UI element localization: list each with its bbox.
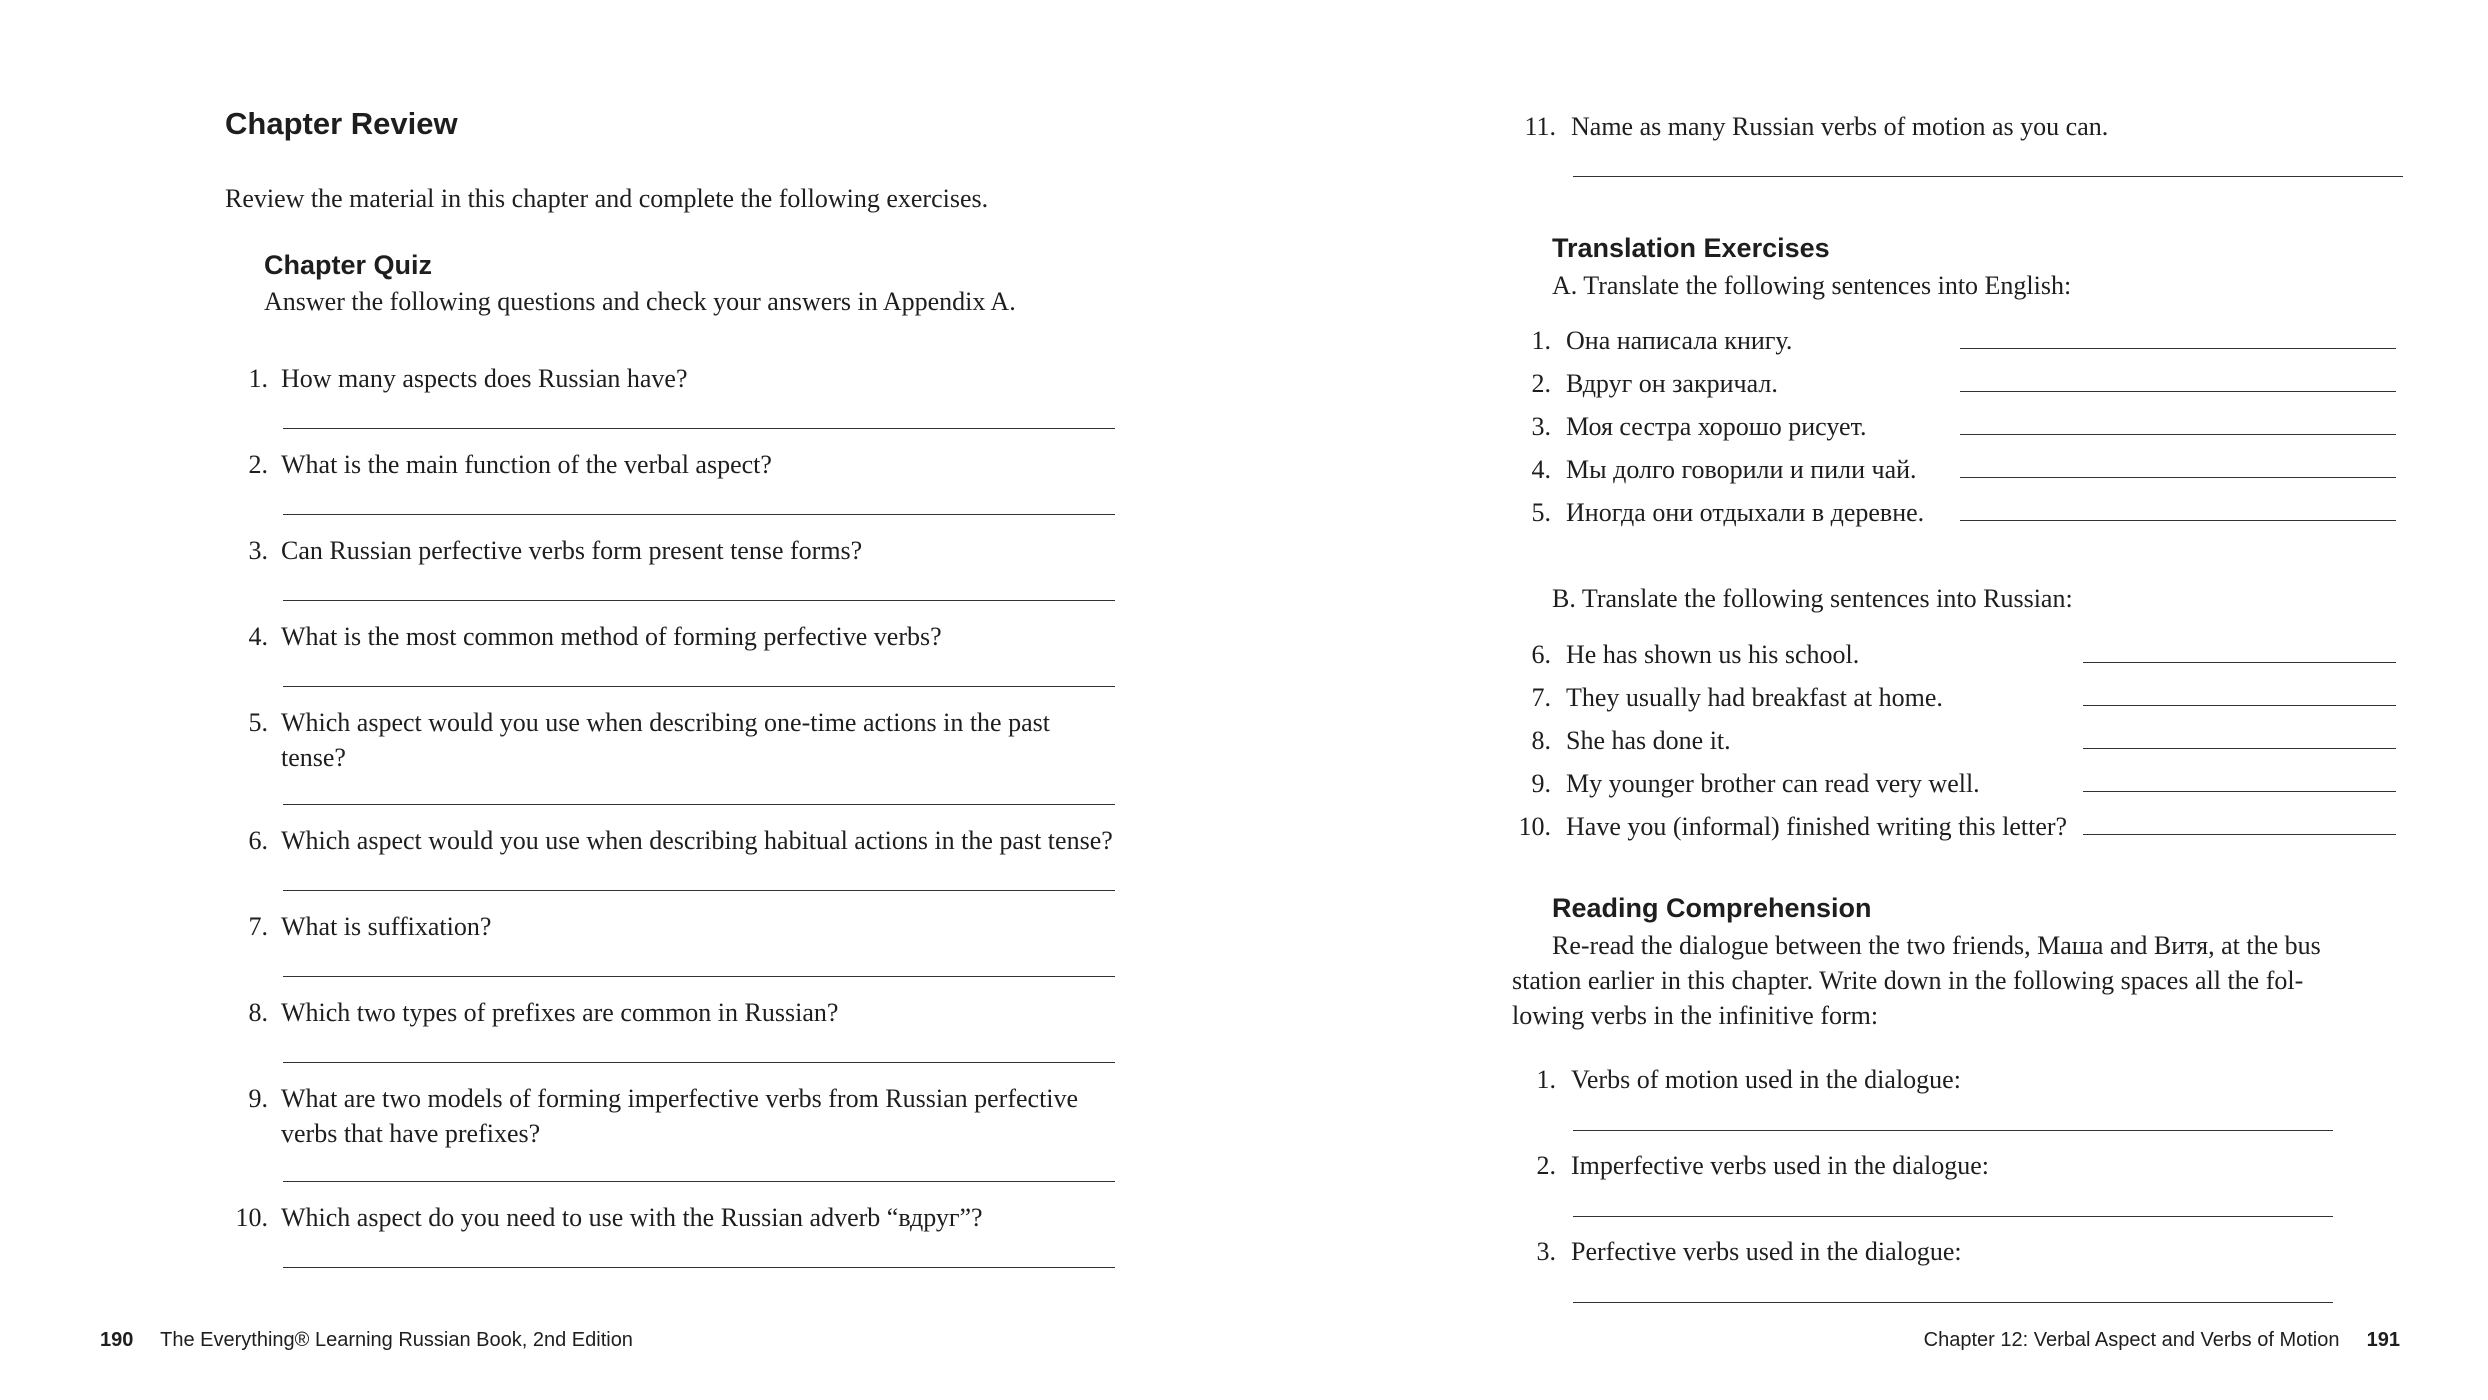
answer-line[interactable] <box>1573 1130 2333 1131</box>
right-page-footer <box>1924 1329 2400 1352</box>
question-number: 9. <box>248 1084 268 1113</box>
answer-line[interactable] <box>283 428 1115 429</box>
russian-sentence: Моя сестра хорошо рисует. <box>1566 412 1867 441</box>
answer-line[interactable] <box>283 890 1115 891</box>
item-number: 1. <box>1531 326 1551 355</box>
english-sentence: My younger brother can read very well. <box>1566 769 1980 798</box>
english-sentence: He has shown us his school. <box>1566 640 1860 669</box>
reading-paragraph-line-2: station earlier in this chapter. Write down in the following spaces all the fol- <box>1512 966 2304 995</box>
answer-line[interactable] <box>283 1267 1115 1268</box>
english-sentence: Have you (informal) finished writing this letter? <box>1566 812 2068 841</box>
question-text: How many aspects does Russian have? <box>281 364 688 393</box>
part-b-instruction: B. Translate the following sentences into Russian: <box>1552 584 2073 613</box>
question-number: 8. <box>248 998 268 1027</box>
russian-sentence: Иногда они отдыхали в деревне. <box>1566 498 1925 527</box>
russian-sentence: Она написала книгу. <box>1566 326 1793 355</box>
english-sentence: They usually had breakfast at home. <box>1566 683 1943 712</box>
answer-line[interactable] <box>2083 748 2396 749</box>
question-number: 6. <box>248 826 268 855</box>
answer-line[interactable] <box>2083 705 2396 706</box>
question-number: 3. <box>248 536 268 565</box>
item-number: 5. <box>1531 498 1551 527</box>
question-number: 5. <box>248 708 268 737</box>
item-number: 1. <box>1536 1065 1556 1094</box>
answer-line[interactable] <box>1573 1302 2333 1303</box>
translation-exercises-heading: Translation Exercises <box>1552 233 1830 263</box>
question-text-continued: verbs that have prefixes? <box>281 1119 541 1148</box>
answer-line[interactable] <box>1960 520 2396 521</box>
answer-line[interactable] <box>1960 391 2396 392</box>
question-text: Which aspect would you use when describing one-time actions in the past <box>281 708 1050 737</box>
question-text: Which aspect do you need to use with the Russian adverb “вдруг”? <box>281 1203 983 1232</box>
answer-line[interactable] <box>2083 834 2396 835</box>
item-number: 2. <box>1531 369 1551 398</box>
item-number: 8. <box>1531 726 1551 755</box>
item-number: 4. <box>1531 455 1551 484</box>
question-number: 1. <box>248 364 268 393</box>
question-text: Can Russian perfective verbs form present tense forms? <box>281 536 863 565</box>
question-text-continued: tense? <box>281 743 346 772</box>
page-number: 191 <box>2366 1329 2400 1351</box>
chapter-title: Chapter 12: Verbal Aspect and Verbs of Motion <box>1923 1329 2340 1351</box>
reading-paragraph-line-3: lowing verbs in the infinitive form: <box>1512 1001 1879 1030</box>
answer-line[interactable] <box>1573 1216 2333 1217</box>
answer-line[interactable] <box>1960 477 2396 478</box>
answer-line[interactable] <box>283 1062 1115 1063</box>
book-title: The Everything® Learning Russian Book, 2nd Edition <box>160 1329 633 1351</box>
english-sentence: She has done it. <box>1566 726 1731 755</box>
answer-line[interactable] <box>283 600 1115 601</box>
answer-line[interactable] <box>2083 791 2396 792</box>
item-text: Verbs of motion used in the dialogue: <box>1571 1065 1961 1094</box>
item-number: 10. <box>1518 812 1551 841</box>
answer-line[interactable] <box>1573 176 2403 177</box>
item-number: 3. <box>1536 1237 1556 1266</box>
left-page-footer <box>100 1329 633 1352</box>
question-number: 2. <box>248 450 268 479</box>
item-number: 3. <box>1531 412 1551 441</box>
item-number: 2. <box>1536 1151 1556 1180</box>
question-text: Name as many Russian verbs of motion as you can. <box>1571 112 2109 141</box>
item-text: Perfective verbs used in the dialogue: <box>1571 1237 1962 1266</box>
item-number: 6. <box>1531 640 1551 669</box>
chapter-quiz-instruction: Answer the following questions and check your answers in Appendix A. <box>264 287 1016 316</box>
chapter-review-intro: Review the material in this chapter and complete the following exercises. <box>225 184 989 213</box>
question-text: What is the main function of the verbal aspect? <box>281 450 772 479</box>
answer-line[interactable] <box>283 976 1115 977</box>
part-a-instruction: A. Translate the following sentences into English: <box>1552 271 2072 300</box>
reading-paragraph-line-1: Re-read the dialogue between the two friends, Маша and Витя, at the bus <box>1552 931 2321 960</box>
question-number: 11. <box>1524 112 1556 141</box>
question-text: Which two types of prefixes are common in Russian? <box>281 998 839 1027</box>
answer-line[interactable] <box>283 804 1115 805</box>
answer-line[interactable] <box>283 514 1115 515</box>
answer-line[interactable] <box>2083 662 2396 663</box>
answer-line[interactable] <box>1960 348 2396 349</box>
question-text: What is the most common method of forming perfective verbs? <box>281 622 942 651</box>
question-text: What are two models of forming imperfective verbs from Russian perfective <box>281 1084 1079 1113</box>
question-text: Which aspect would you use when describing habitual actions in the past tense? <box>281 826 1113 855</box>
item-number: 7. <box>1531 683 1551 712</box>
chapter-review-heading: Chapter Review <box>225 106 458 141</box>
question-number: 10. <box>235 1203 268 1232</box>
question-number: 7. <box>248 912 268 941</box>
answer-line[interactable] <box>1960 434 2396 435</box>
russian-sentence: Мы долго говорили и пили чай. <box>1566 455 1917 484</box>
question-text: What is suffixation? <box>281 912 492 941</box>
reading-comprehension-heading: Reading Comprehension <box>1552 893 1872 923</box>
item-text: Imperfective verbs used in the dialogue: <box>1571 1151 1990 1180</box>
item-number: 9. <box>1531 769 1551 798</box>
answer-line[interactable] <box>283 1181 1115 1182</box>
page-number: 190 <box>100 1329 134 1351</box>
answer-line[interactable] <box>283 686 1115 687</box>
question-number: 4. <box>248 622 268 651</box>
chapter-quiz-heading: Chapter Quiz <box>264 250 433 280</box>
russian-sentence: Вдруг он закричал. <box>1566 369 1778 398</box>
